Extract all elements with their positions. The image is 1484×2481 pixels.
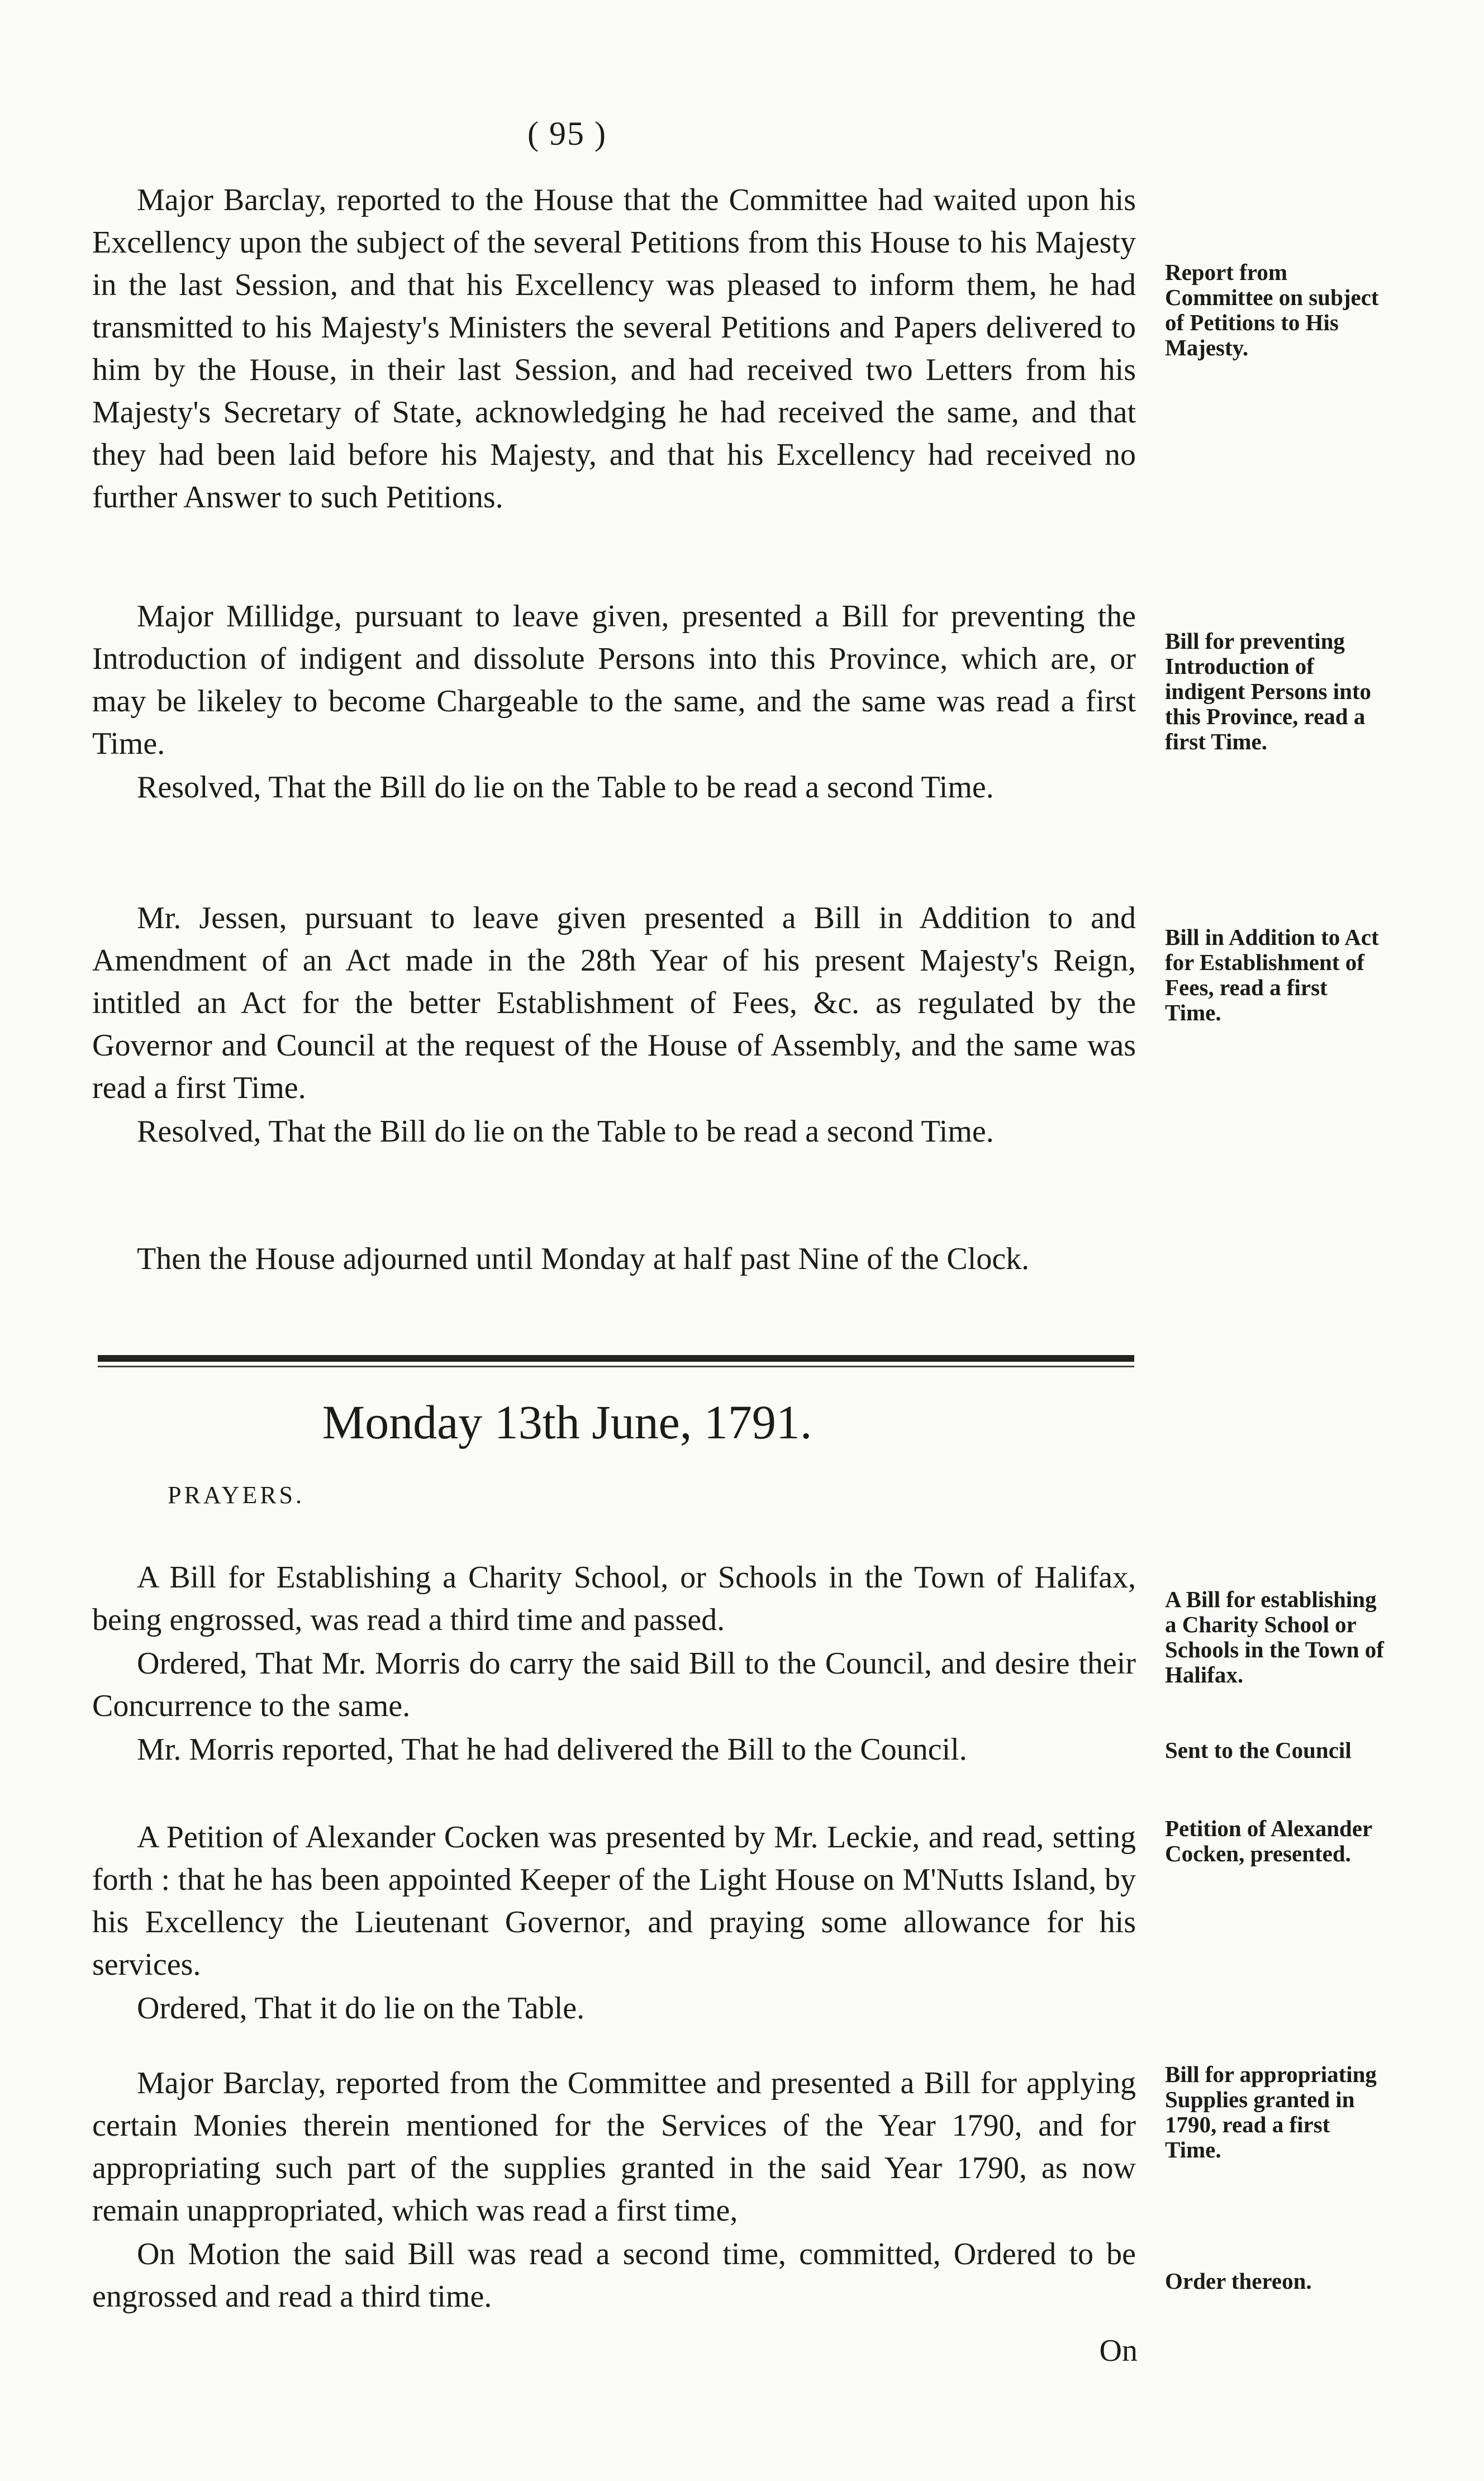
entry-adjournment (92, 1238, 1136, 1280)
entry-jessen-bill (92, 897, 1136, 1153)
section-rule (98, 1355, 1134, 1362)
margin-note-sent-council: Sent to the Council (1165, 1737, 1352, 1763)
entry-text: A Bill for Establishing a Charity School, or Schools in the Town of Halifax, being engrossed, was read a third time and passed. (92, 1560, 1136, 1637)
entry-supplies-bill (92, 2062, 1136, 2318)
entry-report: Mr. Morris reported, That he had delivered the Bill to the Council. (137, 1732, 967, 1767)
entry-text: Then the House adjourned until Monday at half past Nine of the Clock. (137, 1242, 1030, 1276)
entry-text: Major Millidge, pursuant to leave given, presented a Bill for preventing the Introduction of indigent and dissolute Persons into this Province, which are, or may be likeley to become Chargeable to the same, and the same was read a first Time. (92, 599, 1136, 761)
entry-barclay-report (92, 179, 1136, 519)
entry-cocken-petition (92, 1816, 1136, 2030)
entry-millidge-bill (92, 595, 1136, 809)
entry-text: Mr. Jessen, pursuant to leave given presented a Bill in Addition to and Amendment of an Act made in the 28th Year of his present Majesty's Reign, intitled an Act for the better Establishment of Fees, &c. as regulated by the Governor and Council at the request of the House of Assembly, and the same was read a first Time. (92, 901, 1136, 1105)
margin-note-indigent-bill: Bill for preventing Introduction of indigent Persons into this Province, read a first Time. (1165, 628, 1372, 754)
entry-resolution: Resolved, That the Bill do lie on the Table to be read a second Time. (137, 770, 994, 805)
entry-text: Major Barclay, reported from the Committee and presented a Bill for applying certain Monies therein mentioned for the Services of the Year 1790, and for appropriating such part of the supplies granted in the said Year 1790, as now remain unappropriated, which was read a first time, (92, 2066, 1136, 2228)
margin-note-supplies-bill: Bill for appropriating Supplies granted in 1790, read a first Time. (1165, 2061, 1377, 2162)
entry-order: Ordered, That Mr. Morris do carry the said Bill to the Council, and desire their Concurrence to the same. (92, 1646, 1136, 1723)
margin-note-fees-bill: Bill in Addition to Act for Establishment of Fees, read a first Time. (1165, 924, 1379, 1025)
margin-note-report: Report from Committee on subject of Petitions to His Majesty. (1165, 259, 1379, 360)
margin-note-charity-school: A Bill for establishing a Charity School or Schools in the Town of Halifax. (1165, 1586, 1384, 1688)
entry-resolution: Resolved, That the Bill do lie on the Table to be read a second Time. (137, 1114, 994, 1149)
prayers-label: PRAYERS. (168, 1481, 305, 1509)
page-number: ( 95 ) (527, 115, 607, 152)
section-rule-thin (98, 1366, 1134, 1367)
entry-charity-school (92, 1556, 1136, 1771)
day-heading: Monday 13th June, 1791. (322, 1395, 812, 1449)
entry-order: Ordered, That it do lie on the Table. (137, 1991, 585, 2026)
entry-motion: On Motion the said Bill was read a second time, committed, Ordered to be engrossed and read a third time. (92, 2237, 1136, 2314)
entry-text: A Petition of Alexander Cocken was presented by Mr. Leckie, and read, setting forth : that he has been appointed Keeper of the Light House on M'Nutts Island, by his Excellency the Lieutenant Governor, and praying some allowance for his services. (92, 1820, 1136, 1982)
margin-note-petition: Petition of Alexander Cocken, presented. (1165, 1815, 1372, 1866)
margin-note-order: Order thereon. (1165, 2268, 1312, 2294)
entry-text: Major Barclay, reported to the House that the Committee had waited upon his Excellency upon the subject of the several Petitions from this House to his Majesty in the last Session, and that his Excellency was pleased to inform them, he had transmitted to his Majesty's Ministers the several Petitions and Papers delivered to him by the House, in their last Session, and had received two Letters from his Majesty's Secretary of State, acknowledging he had received the same, and that they had been laid before his Majesty, and that his Excellency had received no further Answer to such Petitions. (92, 183, 1136, 515)
catchword: On (1099, 2333, 1138, 2368)
